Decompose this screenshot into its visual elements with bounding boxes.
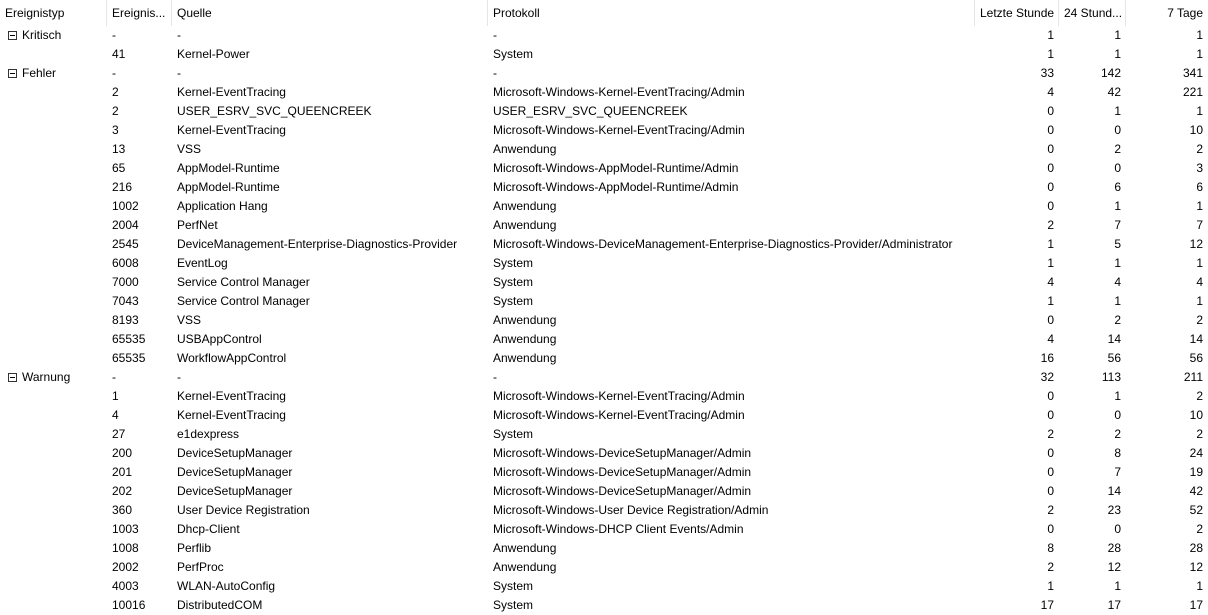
log-cell: Microsoft-Windows-AppModel-Runtime/Admin [493, 161, 739, 175]
event-type-cell [0, 235, 107, 254]
log-cell: Microsoft-Windows-DeviceSetupManager/Admin [493, 465, 752, 479]
last-hour-cell: 17 [1040, 598, 1054, 612]
source-cell: AppModel-Runtime [177, 180, 280, 194]
day-count-cell: 1 [1114, 104, 1121, 118]
week-count-cell: 1 [1196, 199, 1203, 213]
last-hour-cell: 8 [1047, 541, 1054, 555]
log-cell: Microsoft-Windows-DeviceSetupManager/Admin [493, 446, 752, 460]
table-row[interactable] [0, 159, 1208, 178]
event-id-cell: 1 [112, 389, 119, 403]
event-type-label: Fehler [22, 66, 57, 80]
week-count-cell: 52 [1189, 503, 1203, 517]
log-cell: Microsoft-Windows-User Device Registration/Admin [493, 503, 769, 517]
log-cell: System [493, 256, 534, 270]
day-count-cell: 1 [1114, 256, 1121, 270]
week-count-cell: 7 [1196, 218, 1203, 232]
last-hour-cell: 0 [1047, 389, 1054, 403]
table-row[interactable] [0, 558, 1208, 577]
week-count-cell: 341 [1182, 66, 1203, 80]
column-header-source[interactable]: Quelle [172, 0, 488, 26]
event-type-cell [0, 83, 107, 102]
source-cell: - [177, 28, 181, 42]
last-hour-cell: 0 [1047, 408, 1054, 422]
week-count-cell: 6 [1196, 180, 1203, 194]
source-cell: Perflib [177, 541, 212, 555]
event-type-cell [0, 349, 107, 368]
log-cell: Microsoft-Windows-DHCP Client Events/Admin [493, 522, 744, 536]
day-count-cell: 0 [1114, 522, 1121, 536]
event-id-cell: 201 [112, 465, 133, 479]
table-row[interactable] [0, 406, 1208, 425]
log-cell: - [493, 28, 497, 42]
column-header-24-hours[interactable]: 24 Stund... [1059, 0, 1126, 26]
day-count-cell: 12 [1107, 560, 1121, 574]
log-cell: Microsoft-Windows-DeviceManagement-Enterprise-Diagnostics-Provider/Administrator [493, 237, 953, 251]
source-cell: USER_ESRV_SVC_QUEENCREEK [177, 104, 372, 118]
source-cell: Service Control Manager [177, 275, 310, 289]
source-cell: WorkflowAppControl [177, 351, 287, 365]
table-row[interactable] [0, 102, 1208, 121]
table-row[interactable] [0, 444, 1208, 463]
event-type-cell [0, 311, 107, 330]
day-count-cell: 8 [1114, 446, 1121, 460]
day-count-cell: 7 [1114, 218, 1121, 232]
event-type-cell [0, 254, 107, 273]
event-type-cell [0, 26, 107, 45]
week-count-cell: 1 [1196, 256, 1203, 270]
table-row[interactable] [0, 292, 1208, 311]
log-cell: - [493, 370, 497, 384]
event-id-cell: 2 [112, 104, 119, 118]
week-count-cell: 56 [1189, 351, 1203, 365]
week-count-cell: 1 [1196, 104, 1203, 118]
log-cell: System [493, 427, 534, 441]
source-cell: DeviceSetupManager [177, 446, 293, 460]
group-row-warnung[interactable] [0, 368, 1208, 387]
last-hour-cell: 0 [1047, 142, 1054, 156]
week-count-cell: 19 [1189, 465, 1203, 479]
last-hour-cell: 1 [1047, 294, 1054, 308]
table-row[interactable] [0, 330, 1208, 349]
table-row[interactable] [0, 539, 1208, 558]
last-hour-cell: 1 [1047, 256, 1054, 270]
source-cell: Kernel-Power [177, 47, 250, 61]
event-id-cell: - [112, 370, 116, 384]
week-count-cell: 2 [1196, 142, 1203, 156]
event-type-cell [0, 577, 107, 596]
day-count-cell: 142 [1100, 66, 1121, 80]
source-cell: DeviceManagement-Enterprise-Diagnostics-Provider [177, 237, 458, 251]
event-type-cell [0, 539, 107, 558]
day-count-cell: 42 [1107, 85, 1121, 99]
group-row-kritisch[interactable] [0, 26, 1208, 45]
last-hour-cell: 0 [1047, 446, 1054, 460]
day-count-cell: 2 [1114, 142, 1121, 156]
source-cell: e1dexpress [177, 427, 240, 441]
table-row[interactable] [0, 178, 1208, 197]
event-id-cell: 1002 [112, 199, 139, 213]
table-row[interactable] [0, 425, 1208, 444]
event-type-cell [0, 520, 107, 539]
day-count-cell: 1 [1114, 199, 1121, 213]
day-count-cell: 23 [1107, 503, 1121, 517]
log-cell: Microsoft-Windows-Kernel-EventTracing/Admin [493, 408, 745, 422]
last-hour-cell: 4 [1047, 275, 1054, 289]
source-cell: EventLog [177, 256, 228, 270]
event-type-cell [0, 197, 107, 216]
collapse-toggle-icon[interactable] [8, 373, 17, 382]
table-row[interactable] [0, 235, 1208, 254]
event-id-cell: 4003 [112, 579, 139, 593]
event-id-cell: 65 [112, 161, 126, 175]
event-type-cell [0, 292, 107, 311]
event-id-cell: 200 [112, 446, 133, 460]
event-type-cell [0, 178, 107, 197]
event-id-cell: 360 [112, 503, 133, 517]
source-cell: Kernel-EventTracing [177, 408, 286, 422]
log-cell: Microsoft-Windows-Kernel-EventTracing/Admin [493, 389, 745, 403]
week-count-cell: 2 [1196, 389, 1203, 403]
source-cell: AppModel-Runtime [177, 161, 280, 175]
event-id-cell: 65535 [112, 332, 146, 346]
day-count-cell: 28 [1107, 541, 1121, 555]
source-cell: Kernel-EventTracing [177, 85, 286, 99]
day-count-cell: 0 [1114, 161, 1121, 175]
week-count-cell: 221 [1182, 85, 1203, 99]
week-count-cell: 2 [1196, 313, 1203, 327]
table-row[interactable] [0, 273, 1208, 292]
log-cell: Microsoft-Windows-Kernel-EventTracing/Admin [493, 123, 745, 137]
source-cell: DeviceSetupManager [177, 484, 293, 498]
last-hour-cell: 16 [1040, 351, 1054, 365]
day-count-cell: 1 [1114, 579, 1121, 593]
event-id-cell: 7000 [112, 275, 139, 289]
week-count-cell: 1 [1196, 28, 1203, 42]
event-type-cell [0, 425, 107, 444]
event-type-cell [0, 501, 107, 520]
week-count-cell: 2 [1196, 522, 1203, 536]
table-row[interactable] [0, 596, 1208, 615]
table-body [0, 26, 1208, 615]
source-cell: User Device Registration [177, 503, 310, 517]
log-cell: Anwendung [493, 332, 557, 346]
last-hour-cell: 1 [1047, 47, 1054, 61]
log-cell: Anwendung [493, 313, 557, 327]
event-id-cell: 3 [112, 123, 119, 137]
day-count-cell: 4 [1114, 275, 1121, 289]
collapse-toggle-icon[interactable] [8, 69, 17, 78]
source-cell: Kernel-EventTracing [177, 389, 286, 403]
source-cell: USBAppControl [177, 332, 262, 346]
source-cell: DeviceSetupManager [177, 465, 293, 479]
last-hour-cell: 32 [1040, 370, 1054, 384]
column-header-event-id[interactable]: Ereignis... [107, 0, 172, 26]
event-type-cell [0, 121, 107, 140]
event-type-cell [0, 45, 107, 64]
day-count-cell: 5 [1114, 237, 1121, 251]
event-type-cell [0, 216, 107, 235]
log-cell: Anwendung [493, 541, 557, 555]
source-cell: DistributedCOM [177, 598, 263, 612]
day-count-cell: 56 [1107, 351, 1121, 365]
week-count-cell: 10 [1189, 123, 1203, 137]
log-cell: USER_ESRV_SVC_QUEENCREEK [493, 104, 688, 118]
last-hour-cell: 0 [1047, 484, 1054, 498]
last-hour-cell: 0 [1047, 180, 1054, 194]
event-id-cell: 216 [112, 180, 133, 194]
group-row-fehler[interactable] [0, 64, 1208, 83]
event-id-cell: - [112, 28, 116, 42]
table-row[interactable] [0, 83, 1208, 102]
log-cell: Microsoft-Windows-DeviceSetupManager/Admin [493, 484, 752, 498]
event-id-cell: 202 [112, 484, 133, 498]
column-header-event-type[interactable]: Ereignistyp [0, 0, 107, 26]
source-cell: Dhcp-Client [177, 522, 240, 536]
source-cell: Kernel-EventTracing [177, 123, 286, 137]
event-type-cell [0, 368, 107, 387]
log-cell: Microsoft-Windows-Kernel-EventTracing/Admin [493, 85, 745, 99]
day-count-cell: 113 [1101, 370, 1121, 384]
event-id-cell: 2 [112, 85, 119, 99]
event-type-cell [0, 64, 107, 83]
week-count-cell: 42 [1189, 484, 1203, 498]
week-count-cell: 24 [1189, 446, 1203, 460]
event-type-cell [0, 330, 107, 349]
week-count-cell: 10 [1189, 408, 1203, 422]
last-hour-cell: 2 [1047, 503, 1054, 517]
event-type-cell [0, 444, 107, 463]
week-count-cell: 1 [1196, 579, 1203, 593]
source-cell: - [177, 66, 181, 80]
day-count-cell: 1 [1114, 294, 1121, 308]
source-cell: VSS [177, 313, 202, 327]
last-hour-cell: 1 [1047, 28, 1054, 42]
event-type-cell [0, 482, 107, 501]
week-count-cell: 1 [1196, 47, 1203, 61]
event-id-cell: 27 [112, 427, 126, 441]
table-row[interactable] [0, 501, 1208, 520]
last-hour-cell: 2 [1047, 427, 1054, 441]
log-cell: Anwendung [493, 142, 557, 156]
day-count-cell: 14 [1107, 332, 1121, 346]
table-header [0, 0, 1208, 26]
week-count-cell: 2 [1196, 427, 1203, 441]
last-hour-cell: 0 [1047, 161, 1054, 175]
week-count-cell: 12 [1189, 560, 1203, 574]
source-cell: VSS [177, 142, 202, 156]
column-header-log[interactable]: Protokoll [488, 0, 975, 26]
event-type-label: Kritisch [22, 28, 62, 42]
table-row[interactable] [0, 140, 1208, 159]
log-cell: Anwendung [493, 351, 557, 365]
log-cell: Anwendung [493, 218, 557, 232]
table-row[interactable] [0, 45, 1208, 64]
event-id-cell: 41 [112, 47, 126, 61]
day-count-cell: 7 [1114, 465, 1121, 479]
source-cell: Service Control Manager [177, 294, 310, 308]
event-id-cell: - [112, 66, 116, 80]
event-id-cell: 65535 [112, 351, 146, 365]
collapse-toggle-icon[interactable] [8, 31, 17, 40]
last-hour-cell: 0 [1047, 123, 1054, 137]
last-hour-cell: 4 [1047, 332, 1054, 346]
week-count-cell: 3 [1196, 161, 1203, 175]
week-count-cell: 14 [1189, 332, 1203, 346]
table-row[interactable] [0, 520, 1208, 539]
event-type-cell [0, 596, 107, 615]
day-count-cell: 2 [1114, 427, 1121, 441]
day-count-cell: 17 [1107, 598, 1121, 612]
event-type-cell [0, 387, 107, 406]
log-cell: Anwendung [493, 199, 557, 213]
event-type-cell [0, 463, 107, 482]
event-id-cell: 2004 [112, 218, 139, 232]
last-hour-cell: 0 [1047, 104, 1054, 118]
week-count-cell: 4 [1196, 275, 1203, 289]
day-count-cell: 1 [1114, 28, 1121, 42]
event-id-cell: 13 [112, 142, 126, 156]
last-hour-cell: 0 [1047, 199, 1054, 213]
day-count-cell: 1 [1114, 389, 1121, 403]
source-cell: PerfProc [177, 560, 224, 574]
last-hour-cell: 2 [1047, 218, 1054, 232]
event-id-cell: 10016 [112, 598, 146, 612]
last-hour-cell: 0 [1047, 313, 1054, 327]
day-count-cell: 6 [1114, 180, 1121, 194]
event-id-cell: 2002 [112, 560, 139, 574]
table-row[interactable] [0, 387, 1208, 406]
table-row[interactable] [0, 121, 1208, 140]
last-hour-cell: 4 [1047, 85, 1054, 99]
table-row[interactable] [0, 197, 1208, 216]
event-id-cell: 7043 [112, 294, 139, 308]
event-type-cell [0, 159, 107, 178]
event-type-cell [0, 558, 107, 577]
event-id-cell: 2545 [112, 237, 139, 251]
event-id-cell: 8193 [112, 313, 139, 327]
last-hour-cell: 2 [1047, 560, 1054, 574]
log-cell: - [493, 66, 497, 80]
day-count-cell: 0 [1114, 123, 1121, 137]
day-count-cell: 14 [1107, 484, 1121, 498]
last-hour-cell: 0 [1047, 522, 1054, 536]
source-cell: Application Hang [177, 199, 268, 213]
table-row[interactable] [0, 216, 1208, 235]
week-count-cell: 211 [1183, 370, 1203, 384]
event-id-cell: 4 [112, 408, 119, 422]
event-id-cell: 1003 [112, 522, 139, 536]
day-count-cell: 1 [1114, 47, 1121, 61]
column-header-7-days[interactable]: 7 Tage [1167, 6, 1203, 20]
week-count-cell: 12 [1189, 237, 1203, 251]
log-cell: System [493, 598, 534, 612]
week-count-cell: 17 [1189, 598, 1203, 612]
last-hour-cell: 33 [1040, 66, 1054, 80]
table-row[interactable] [0, 311, 1208, 330]
log-cell: System [493, 275, 534, 289]
log-cell: Anwendung [493, 560, 557, 574]
table-row[interactable] [0, 482, 1208, 501]
source-cell: WLAN-AutoConfig [177, 579, 276, 593]
event-type-cell [0, 140, 107, 159]
log-cell: System [493, 294, 534, 308]
table-row[interactable] [0, 349, 1208, 368]
last-hour-cell: 0 [1047, 465, 1054, 479]
table-row[interactable] [0, 254, 1208, 273]
event-type-cell [0, 102, 107, 121]
event-type-label: Warnung [22, 370, 71, 384]
event-id-cell: 1008 [112, 541, 139, 555]
log-cell: System [493, 579, 534, 593]
event-type-cell [0, 406, 107, 425]
event-type-cell [0, 273, 107, 292]
source-cell: - [177, 370, 181, 384]
last-hour-cell: 1 [1047, 237, 1054, 251]
log-cell: System [493, 47, 534, 61]
day-count-cell: 0 [1114, 408, 1121, 422]
week-count-cell: 28 [1189, 541, 1203, 555]
column-header-last-hour[interactable]: Letzte Stunde [975, 0, 1059, 26]
table-row[interactable] [0, 463, 1208, 482]
source-cell: PerfNet [177, 218, 218, 232]
table-row[interactable] [0, 577, 1208, 596]
day-count-cell: 2 [1114, 313, 1121, 327]
event-id-cell: 6008 [112, 256, 139, 270]
week-count-cell: 1 [1196, 294, 1203, 308]
log-cell: Microsoft-Windows-AppModel-Runtime/Admin [493, 180, 739, 194]
last-hour-cell: 1 [1047, 579, 1054, 593]
